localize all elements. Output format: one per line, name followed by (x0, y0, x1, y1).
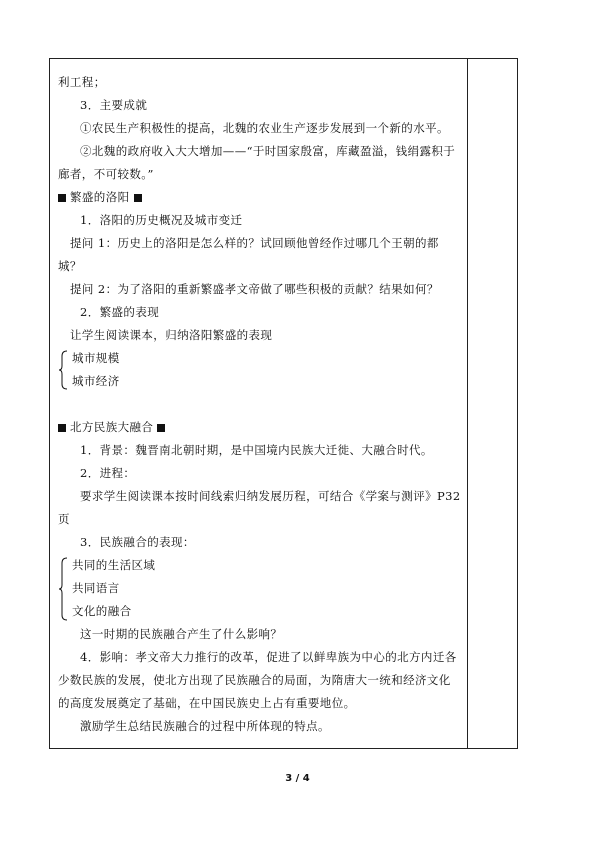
black-square-icon (58, 424, 66, 432)
text-line: 3．民族融合的表现： (80, 535, 195, 549)
text-line: 这一时期的民族融合产生了什么影响？ (80, 627, 283, 641)
text-line: 提问 2：为了洛阳的重新繁盛孝文帝做了哪些积极的贡献？结果如何？ (70, 282, 439, 296)
text-line: 1．背景：魏晋南北朝时期，是中国境内民族大迁徙、大融合时代。 (80, 443, 433, 457)
text-line: 让学生阅读课本，归纳洛阳繁盛的表现 (70, 328, 273, 342)
black-square-icon (157, 424, 165, 432)
section-title: 繁盛的洛阳 (70, 190, 130, 204)
text-line: 提问 1：历史上的洛阳是怎么样的？试回顾他曾经作过哪几个王朝的都 (70, 236, 439, 250)
text-line: 激励学生总结民族融合的过程中所体现的特点。 (80, 719, 330, 733)
section-heading-fusion (58, 416, 463, 439)
brace-list-prosperity (58, 347, 463, 393)
notes-cell (468, 59, 518, 749)
list-item: 共同的生活区域 (72, 558, 156, 572)
text-line: 2．进程： (80, 466, 136, 480)
text-line: 利工程； (58, 75, 106, 89)
list-item: 城市规模 (72, 351, 120, 365)
list-item: 城市经济 (72, 374, 120, 388)
section-heading-luoyang (58, 186, 463, 209)
text-line: 4．影响：孝文帝大力推行的改革，促进了以鲜卑族为中心的北方内迁各 (80, 650, 457, 664)
text-line: 城？ (58, 259, 82, 273)
subheading-achievements: 3．主要成就 (80, 98, 148, 112)
text-line: ①农民生产积极性的提高，北魏的农业生产逐步发展到一个新的水平。 (80, 121, 449, 135)
text-line: 的高度发展奠定了基础，在中国民族史上占有重要地位。 (58, 696, 356, 710)
text-line: 1．洛阳的历史概况及城市变迁 (80, 213, 243, 227)
brace-list-fusion (58, 554, 463, 623)
black-square-icon (58, 194, 66, 202)
text-line: 页 (58, 512, 70, 526)
text-line: 少数民族的发展，使北方出现了民族融合的局面，为隋唐大一统和经济文化 (58, 673, 451, 687)
text-line: ②北魏的政府收入大大增加——“于时国家殷富，库藏盈溢，钱绢露积于 (80, 144, 456, 158)
curly-brace-icon (58, 350, 68, 390)
list-item: 共同语言 (72, 581, 120, 595)
section-title: 北方民族大融合 (70, 420, 154, 434)
text-line: 要求学生阅读课本按时间线索归纳发展历程，可结合《学案与测评》P32 (80, 489, 461, 503)
black-square-icon (134, 194, 142, 202)
main-content-cell (50, 59, 468, 749)
text-line: 2．繁盛的表现 (80, 305, 160, 319)
page-number: 3 / 4 (285, 773, 310, 784)
blank-line (58, 393, 463, 416)
list-item: 文化的融合 (72, 604, 132, 618)
curly-brace-icon (58, 557, 68, 621)
lesson-table (49, 58, 518, 749)
text-line: 廊者，不可较数。” (58, 167, 154, 181)
lesson-content (50, 59, 467, 734)
